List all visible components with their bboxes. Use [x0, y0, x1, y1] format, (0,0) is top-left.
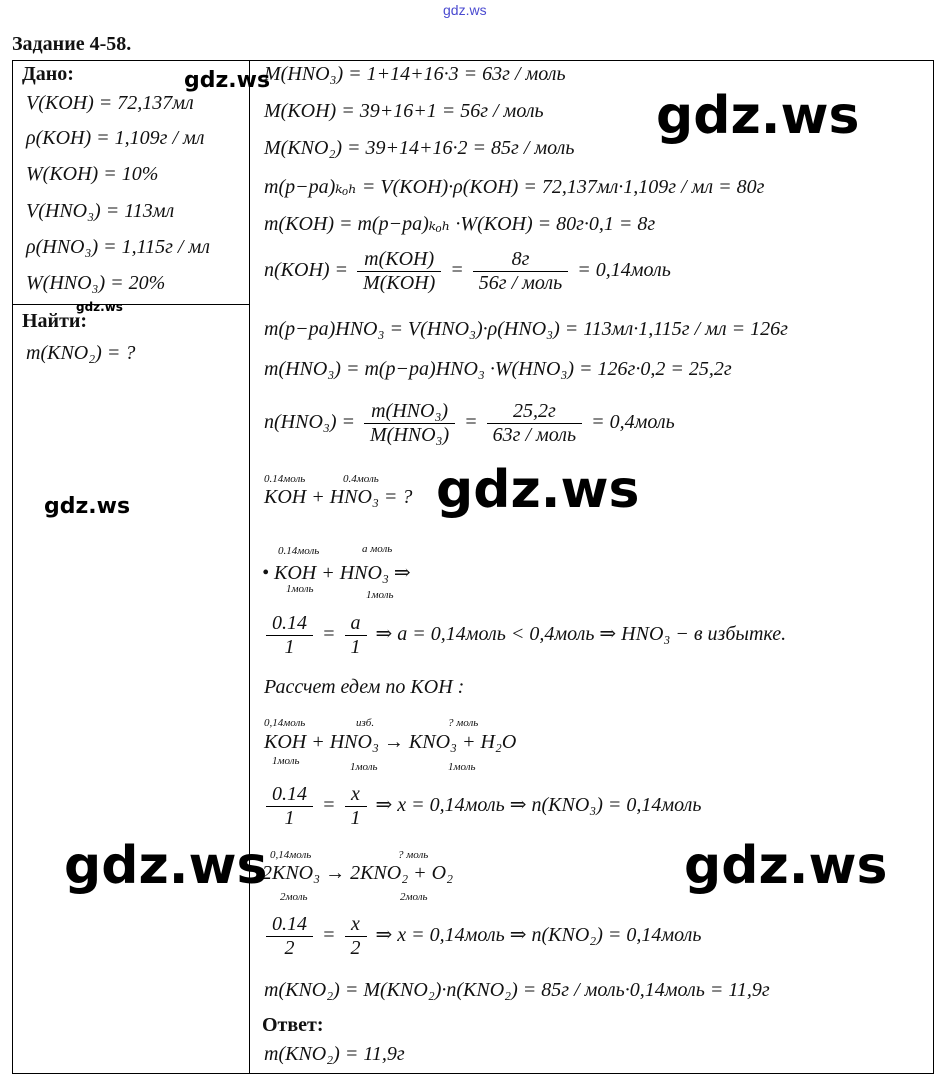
fraction-denominator: 1 [350, 807, 361, 829]
fraction-numerator: m(KOH) [357, 248, 441, 272]
reaction-annotation: 1моль [350, 761, 378, 773]
watermark: gdz.ws [64, 836, 268, 896]
reaction-annotation: изб. [356, 717, 375, 729]
proportion-line [262, 612, 786, 659]
watermark: gdz.ws [656, 86, 860, 146]
fraction-denominator: 56г / моль [478, 272, 563, 294]
fraction [266, 783, 313, 830]
given-header: Дано: [22, 63, 74, 85]
reaction-equation: KOH + HNO₃ → KNO₃ + H₂O [264, 731, 517, 753]
reaction-annotation: 1моль [366, 589, 394, 601]
given-item: V(KOH) = 72,137мл [26, 92, 194, 114]
given-find-divider [12, 304, 250, 305]
given-item: ρ(KOH) = 1,109г / мл [26, 127, 205, 149]
fraction [345, 913, 367, 960]
fraction-denominator: M(HNO₃) [370, 424, 450, 446]
proportion-result: ⇒ x = 0,14моль ⇒ n(KNO₂) = 0,14моль [375, 924, 702, 947]
fraction-denominator: 63г / моль [492, 424, 577, 446]
watermark: gdz.ws [436, 460, 640, 520]
fraction [487, 400, 582, 447]
reaction-annotation: 2моль [280, 891, 308, 903]
proportion-result: ⇒ a = 0,14моль < 0,4моль ⇒ HNO₃ − в избытке. [375, 623, 787, 646]
column-divider [249, 60, 250, 1074]
reaction-equation: 2KNO₃ → 2KNO₂ + O₂ [262, 862, 454, 884]
top-watermark: gdz.ws [443, 2, 487, 18]
fraction-numerator: 0.14 [266, 783, 313, 807]
given-item: W(KOH) = 10% [26, 163, 159, 185]
reaction-annotation: 1моль [272, 755, 300, 767]
fraction-denominator: 1 [350, 636, 361, 658]
fraction-numerator: 8г [473, 248, 568, 272]
proportion-line [262, 913, 701, 960]
fraction-numerator: x [345, 913, 367, 937]
reaction-annotation: 0.4моль [343, 473, 379, 485]
equals-sign: = [322, 924, 336, 947]
fraction-numerator: 0.14 [266, 612, 313, 636]
fraction [345, 783, 367, 830]
reaction-annotation: 0,14моль [264, 717, 306, 729]
reaction-annotation: 0,14моль [270, 849, 312, 861]
watermark: gdz.ws [76, 300, 123, 314]
reaction-annotation: 0.14моль [278, 545, 320, 557]
fraction-denominator: 1 [284, 636, 295, 658]
fraction-denominator: 2 [350, 937, 361, 959]
fraction-numerator: a [345, 612, 367, 636]
fraction-numerator: 25,2г [487, 400, 582, 424]
equals-sign: = [322, 623, 336, 646]
fraction-denominator: M(KOH) [363, 272, 436, 294]
reaction-annotation: ? моль [398, 849, 429, 861]
answer-header: Ответ: [262, 1014, 324, 1036]
solution-line: m(p−pa)ₖₒₕ = V(KOH)·ρ(KOH) = 72,137мл·1,109г / мл = 80г [264, 176, 765, 198]
solution-line: M(HNO₃) = 1+14+16·3 = 63г / моль [264, 63, 566, 85]
fraction-numerator: 0.14 [266, 913, 313, 937]
reaction-annotation: 2моль [400, 891, 428, 903]
fraction-numerator: m(HNO₃) [364, 400, 455, 424]
reaction-equation: • KOH + HNO₃ ⇒ [262, 562, 411, 584]
fraction-lhs: n(KOH) = [264, 259, 349, 282]
fraction [345, 612, 367, 659]
find-header: Найти: [22, 310, 88, 332]
solution-fraction-line [264, 248, 671, 295]
fraction [357, 248, 441, 295]
reaction-annotation: ? моль [448, 717, 479, 729]
given-item: V(HNO₃) = 113мл [26, 200, 175, 222]
calc-note: Рассчет едем по KOH : [264, 676, 465, 698]
reaction-annotation: 1моль [448, 761, 476, 773]
solution-line: m(HNO₃) = m(p−pa)HNO₃ ·W(HNO₃) = 126г·0,2 = 25,2г [264, 358, 732, 380]
watermark: gdz.ws [684, 836, 888, 896]
fraction [364, 400, 455, 447]
watermark: gdz.ws [184, 68, 271, 93]
proportion-line [262, 783, 701, 830]
given-item: ρ(HNO₃) = 1,115г / мл [26, 236, 210, 258]
answer-value: m(KNO₂) = 11,9г [264, 1043, 405, 1065]
fraction-lhs: n(HNO₃) = [264, 411, 355, 434]
fraction-numerator: x [345, 783, 367, 807]
fraction-result: = 0,14моль [577, 259, 671, 282]
solution-line: m(p−pa)HNO₃ = V(HNO₃)·ρ(HNO₃) = 113мл·1,115г / мл = 126г [264, 318, 788, 340]
task-title: Задание 4-58. [12, 33, 132, 55]
solution-line: m(KOH) = m(p−pa)ₖₒₕ ·W(KOH) = 80г·0,1 = 8г [264, 213, 656, 235]
fraction [266, 913, 313, 960]
fraction-denominator: 2 [284, 937, 295, 959]
reaction-equation: KOH + HNO₃ = ? [264, 486, 413, 508]
solution-fraction-line [264, 400, 675, 447]
reaction-annotation: 1моль [286, 583, 314, 595]
given-item: W(HNO₃) = 20% [26, 272, 166, 294]
reaction-annotation: 0.14моль [264, 473, 306, 485]
watermark: gdz.ws [44, 494, 131, 519]
solution-line: M(KNO₂) = 39+14+16·2 = 85г / моль [264, 137, 575, 159]
equals-sign: = [322, 794, 336, 817]
solution-line: m(KNO₂) = M(KNO₂)·n(KNO₂) = 85г / моль·0,14моль = 11,9г [264, 979, 770, 1001]
equals-sign: = [450, 259, 464, 282]
equals-sign: = [464, 411, 478, 434]
fraction [473, 248, 568, 295]
find-item: m(KNO₂) = ? [26, 342, 136, 364]
fraction-denominator: 1 [284, 807, 295, 829]
solution-line: M(KOH) = 39+16+1 = 56г / моль [264, 100, 544, 122]
fraction [266, 612, 313, 659]
fraction-result: = 0,4моль [591, 411, 675, 434]
proportion-result: ⇒ x = 0,14моль ⇒ n(KNO₃) = 0,14моль [375, 794, 702, 817]
reaction-annotation: а моль [362, 543, 393, 555]
